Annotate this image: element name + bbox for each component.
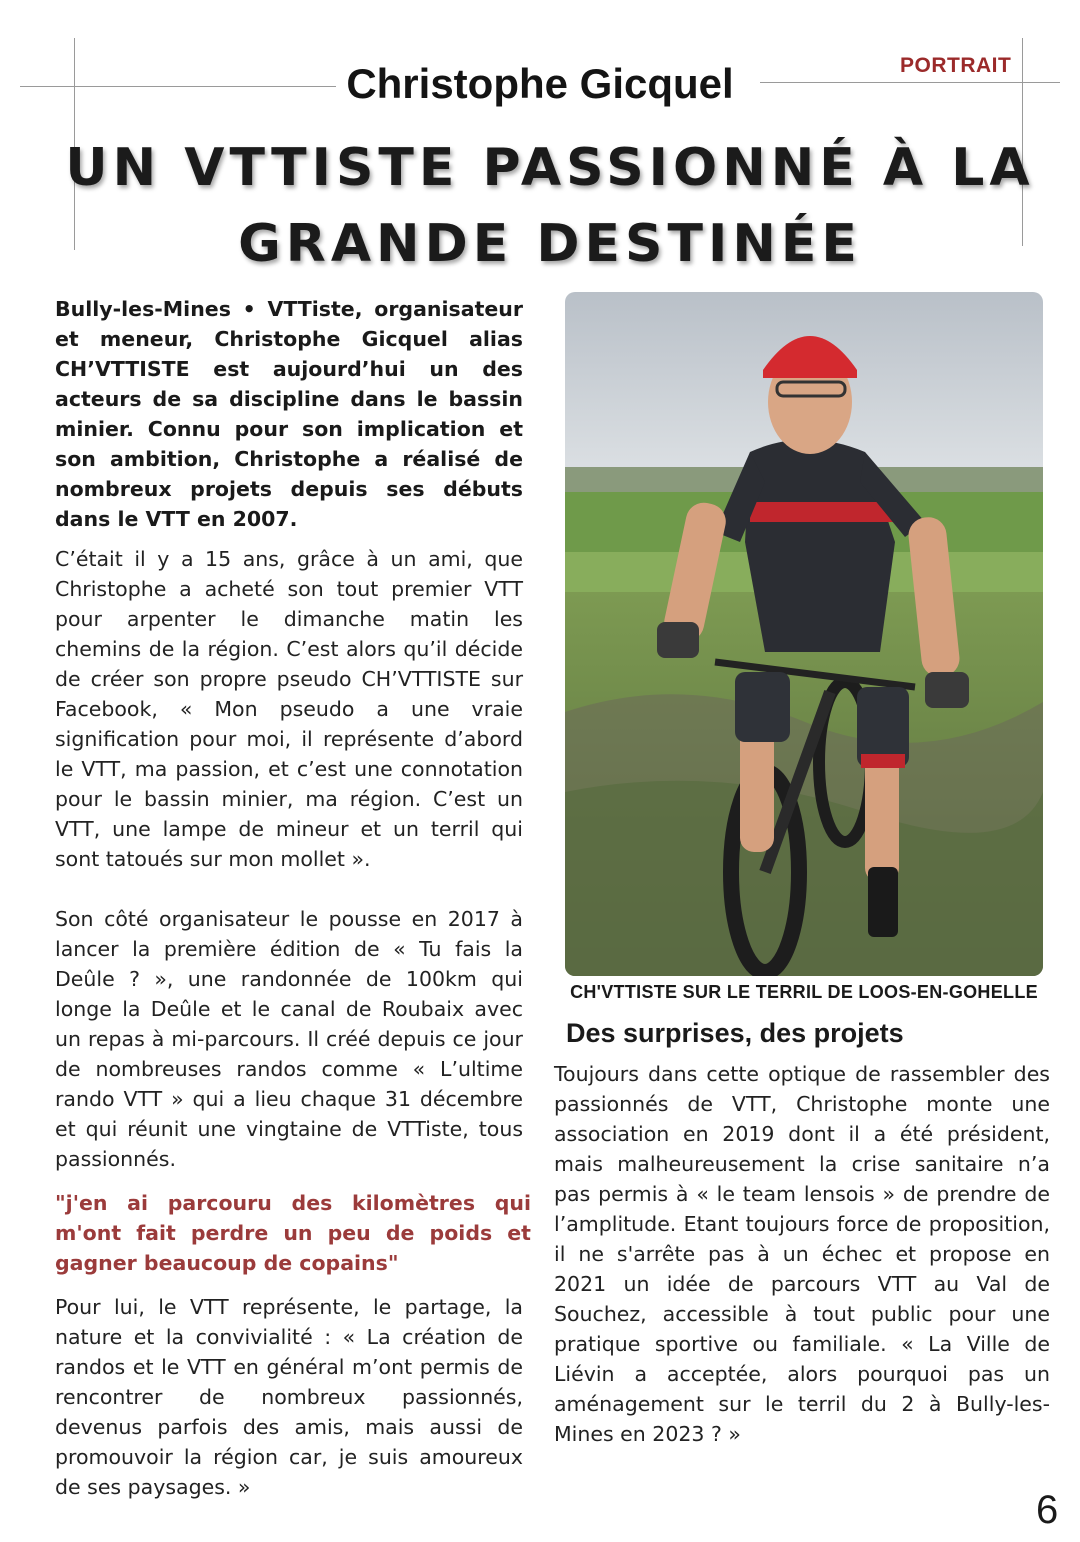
photo-caption: CH'VTTISTE SUR LE TERRIL DE LOOS-EN-GOHELLE	[570, 982, 1038, 1002]
cyclist-illustration	[565, 292, 1043, 976]
lead-paragraph: Bully-les-Mines • VTTiste, organisateur et meneur, Christophe Gicquel alias CH’VTTISTE est aujourd’hui un des acteurs de sa discipline dans le bassin minier. Connu pour son implication et son ambition, Christophe a réalisé de nombreux projets depuis ses débuts dans le VTT en 2007.	[55, 297, 523, 531]
person-name: Christophe Gicquel	[346, 60, 734, 107]
headline-line-1: UN VTTISTE PASSIONNÉ À LA	[65, 138, 1035, 198]
body-paragraph-2: Son côté organisateur le pousse en 2017 à lancer la première édition de « Tu fais la Deûle ? », une randonnée de 100km qui longe la Deûle et le canal de Roubaix avec un repas à mi-parcours. Il créé depuis ce jour de nombreuses randos comme « L’ultime rando VTT » qui a lieu chaque 31 décembre et qui réunit une vingtaine de VTTiste, tous passionnés.	[55, 907, 523, 1171]
left-column	[55, 294, 531, 1502]
cyclist-photo	[565, 292, 1043, 976]
section-tag: PORTRAIT	[900, 54, 1012, 77]
right-column	[554, 1059, 1050, 1449]
body-paragraph-4: Toujours dans cette optique de rassembler des passionnés de VTT, Christophe monte une association en 2019 dont il a été président, mais malheureusement la crise sanitaire n’a pas permis à « le team lensois » de prendre de l’amplitude. Etant toujours force de proposition, il ne s'arrête pas à un échec et propose en 2021 un idée de parcours VTT au Val de Souchez, accessible à tout public pour une pratique sportive ou familiale. « La Ville de Liévin a acceptée, alors pourquoi pas un aménagement sur le terril du 2 à Bully-les-Mines en 2023 ? »	[554, 1062, 1050, 1446]
headline-line-2: GRANDE DESTINÉE	[238, 214, 862, 274]
body-paragraph-3: Pour lui, le VTT représente, le partage, la nature et la convivialité : « La création de randos et le VTT en général m’ont permis de rencontrer de nombreux passionnés, devenus parfois des amis, mais aussi de promouvoir la région car, je suis amoureux de ses paysages. »	[55, 1295, 523, 1499]
page-number: 6	[1036, 1488, 1059, 1532]
subheading: Des surprises, des projets	[566, 1018, 904, 1048]
headline	[60, 130, 1040, 282]
pull-quote: "j'en ai parcouru des kilomètres qui m'ont fait perdre un peu de poids et gagner beaucoup de copains"	[55, 1191, 531, 1275]
body-paragraph-1: C’était il y a 15 ans, grâce à un ami, que Christophe a acheté son tout premier VTT pour arpenter le dimanche matin les chemins de la région. C’est alors qu’il décide de créer son propre pseudo CH’VTTISTE sur Facebook, « Mon pseudo a une vraie signification pour moi, il représente d’abord le VTT, ma passion, et c’est une connotation pour le bassin minier, ma région. C’est un VTT, une lampe de mineur et un terril qui sont tatoués sur mon mollet ».	[55, 547, 523, 871]
